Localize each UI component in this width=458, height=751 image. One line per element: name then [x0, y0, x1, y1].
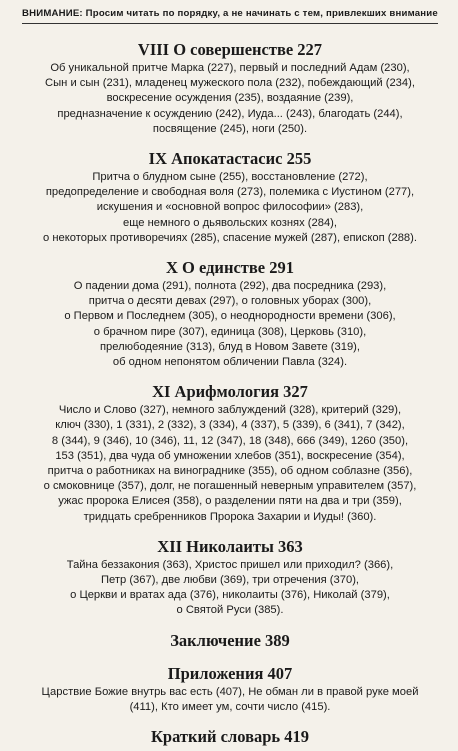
section-entry-line: о смоковнице (357), долг, не погашенный неверным управителем (357),	[43, 480, 417, 493]
section-heading: XI Арифмология 327	[152, 382, 308, 402]
section-entry-line: (411), Кто имеет ум, сочти число (415).	[129, 700, 331, 713]
section-entry-line: ключ (330), 1 (331), 2 (332), 3 (334), 4 (337), 5 (339), 6 (341), 7 (342),	[55, 419, 405, 432]
toc-section	[22, 149, 438, 246]
section-entry-line: о некоторых противоречиях (285), спасение мужей (287), епископ (288).	[43, 231, 417, 244]
section-entry-line: о Церкви и вратах ада (376), николаиты (376), Николай (379),	[70, 589, 390, 602]
section-heading: XII Николаиты 363	[157, 536, 303, 556]
section-heading: VIII О совершенстве 227	[137, 40, 323, 59]
section-entry-line: Тайна беззакония (363), Христос пришел или приходил? (366),	[66, 558, 394, 571]
section-entry-line: 8 (344), 9 (346), 10 (346), 11, 12 (347), 18 (348), 666 (349), 1260 (350),	[51, 434, 409, 447]
section-heading: X О единстве 291	[165, 258, 294, 278]
section-heading: IX Апокатастасис 255	[148, 149, 312, 169]
section-entry-line: прелюбодеяние (313), блуд в Новом Завете (319),	[99, 340, 360, 353]
section-entry-line: притча о десяти девах (297), о головных уборах (300),	[88, 295, 372, 308]
section-entry-line: Петр (367), две любви (369), три отречения (370),	[100, 574, 360, 587]
section-entry-line: О падении дома (291), полнота (292), два посредника (293),	[73, 280, 387, 293]
toc-section	[22, 258, 438, 370]
section-entry-line: Сын и сын (231), младенец мужеского пола (232), побеждающий (234),	[45, 77, 415, 90]
section-entry-line: о Святой Руси (385).	[176, 604, 284, 617]
section-entry-line: о Первом и Последнем (305), о неоднородности времени (306),	[64, 310, 396, 323]
page-header-notice: ВНИМАНИЕ: Просим читать по порядку, а не начинать с тем, привлекших внимание	[22, 8, 438, 24]
section-entry-line: воскресение осуждения (235), воздаяние (239),	[106, 92, 354, 105]
toc-section	[22, 382, 438, 525]
toc-section	[22, 727, 438, 746]
section-entry-line: Об уникальной притче Марка (227), первый и последний Адам (230),	[50, 62, 410, 74]
toc-section	[22, 40, 438, 137]
section-entry-line: Притча о блудном сыне (255), восстановление (272),	[92, 171, 368, 184]
section-entry-line: притча о работниках на винограднике (355), об одном соблазне (356),	[47, 465, 413, 478]
section-heading: Приложения 407	[167, 663, 293, 683]
section-entry-line: искушения и «основной вопрос философии» (283),	[96, 201, 364, 214]
section-entry-line: о брачном пире (307), единица (308), Церковь (310),	[93, 325, 367, 338]
section-entry-line: предназначение к осуждению (242), Иуда... (243), благодать (244),	[57, 107, 403, 120]
section-entry-line: Царствие Божие внутрь вас есть (407), Не обман ли в правой руке моей	[41, 685, 419, 698]
section-heading: Заключение 389	[170, 630, 290, 650]
section-entry-line: об одном непонятом обличении Павла (324).	[112, 356, 348, 369]
section-entry-line: тридцать сребренников Пророка Захарии и Иуды! (360).	[83, 510, 377, 523]
table-of-contents	[22, 40, 438, 746]
section-heading: Краткий словарь 419	[150, 727, 310, 747]
section-entry-line: еще немного о дьявольских кознях (284),	[122, 216, 338, 229]
section-entry-line: 153 (351), два чуда об умножении хлебов (351), воскресение (354),	[55, 449, 405, 462]
section-entry-line: ужас пророка Елисея (358), о разделении пяти на два и три (359),	[58, 495, 402, 508]
section-entry-line: предопределение и свободная воля (273), полемика с Иустином (277),	[45, 186, 415, 199]
section-entry-line: посвящение (245), ноги (250).	[152, 122, 308, 135]
toc-section	[22, 631, 438, 650]
toc-section	[22, 537, 438, 619]
section-entry-line: Число и Слово (327), немного заблуждений (328), критерий (329),	[58, 404, 402, 417]
toc-section	[22, 664, 438, 715]
